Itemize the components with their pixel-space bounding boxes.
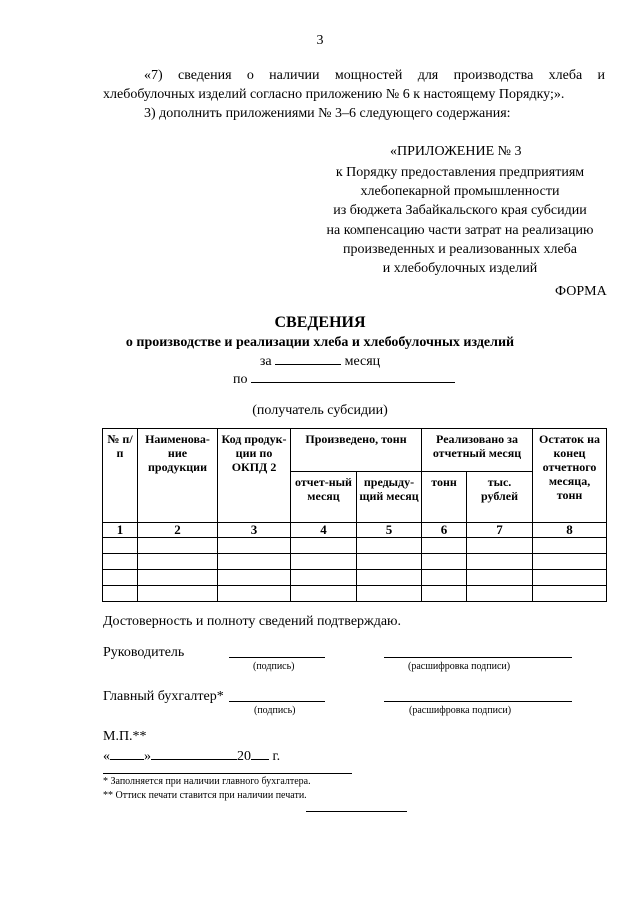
- header-product-name: Наименова-ние продукции: [138, 429, 218, 523]
- footnote-divider: [103, 773, 352, 774]
- paragraph-7: «7) сведения о наличии мощностей для производства хлеба и хлебобулочных изделий согласно приложению № 6 к настоящему Порядку;».: [103, 68, 605, 102]
- table-cell[interactable]: [533, 538, 607, 554]
- header-remainder: Остаток на конец отчетного месяца, тонн: [533, 429, 607, 523]
- recipient-blank[interactable]: [251, 370, 455, 383]
- table-cell[interactable]: [103, 538, 138, 554]
- period-prefix: за: [259, 354, 272, 369]
- table-row: [103, 554, 607, 570]
- header-num: № п/п: [103, 429, 138, 523]
- appendix-subtitle-line: произведенных и реализованных хлеба: [342, 241, 577, 257]
- table-cell[interactable]: [533, 586, 607, 602]
- header-okpd-code: Код продук-ции по ОКПД 2: [218, 429, 291, 523]
- table-cell[interactable]: [291, 538, 357, 554]
- period-line: [0, 352, 640, 371]
- header-sold-rub: тыс. рублей: [467, 472, 533, 523]
- table-cell[interactable]: [103, 554, 138, 570]
- head-decoding-line[interactable]: [384, 657, 572, 658]
- table-row: [103, 586, 607, 602]
- table-cell[interactable]: [357, 586, 422, 602]
- accountant-decoding-caption: (расшифровка подписи): [409, 705, 512, 716]
- table-cell[interactable]: [467, 538, 533, 554]
- footnote: ** Оттиск печати ставится при наличии печати.: [103, 790, 307, 801]
- table-cell[interactable]: [218, 586, 291, 602]
- column-number: 8: [533, 523, 607, 538]
- table-cell[interactable]: [218, 570, 291, 586]
- document-title: СВЕДЕНИЯ: [274, 314, 366, 331]
- table-cell[interactable]: [357, 538, 422, 554]
- table-cell[interactable]: [138, 554, 218, 570]
- table-cell[interactable]: [218, 554, 291, 570]
- header-produced-previous: предыду-щий месяц: [357, 472, 422, 523]
- head-label: Руководитель: [103, 645, 185, 660]
- paragraph-3: 3) дополнить приложениями № 3–6 следующего содержания:: [144, 106, 511, 121]
- appendix-subtitle-line: из бюджета Забайкальского края субсидии: [333, 203, 587, 219]
- table-row: [103, 538, 607, 554]
- header-produced-current: отчет-ный месяц: [291, 472, 357, 523]
- table-cell[interactable]: [533, 554, 607, 570]
- table-row: [103, 570, 607, 586]
- date-line: [103, 747, 280, 766]
- document-subtitle: о производстве и реализации хлеба и хлебобулочных изделий: [125, 335, 515, 350]
- table-cell[interactable]: [467, 554, 533, 570]
- appendix-subtitle-line: и хлебобулочных изделий: [382, 261, 538, 277]
- table-cell[interactable]: [422, 570, 467, 586]
- table-cell[interactable]: [138, 538, 218, 554]
- date-close-quote: »: [144, 749, 151, 764]
- column-number: 2: [138, 523, 218, 538]
- accountant-signature-line[interactable]: [229, 701, 325, 702]
- table-cell[interactable]: [467, 570, 533, 586]
- column-number-row: [103, 523, 607, 538]
- date-year-blank[interactable]: [251, 747, 269, 760]
- header-sold-tons: тонн: [422, 472, 467, 523]
- column-number: 5: [357, 523, 422, 538]
- table-cell[interactable]: [103, 570, 138, 586]
- period-suffix: месяц: [344, 354, 381, 369]
- head-signature-line[interactable]: [229, 657, 325, 658]
- head-decoding-caption: (расшифровка подписи): [408, 661, 511, 672]
- table-cell[interactable]: [291, 586, 357, 602]
- column-number: 1: [103, 523, 138, 538]
- date-open-quote: «: [103, 749, 110, 764]
- table-cell[interactable]: [291, 554, 357, 570]
- appendix-subtitle-line: на компенсацию части затрат на реализацию: [326, 222, 594, 238]
- table-cell[interactable]: [291, 570, 357, 586]
- accountant-decoding-line[interactable]: [384, 701, 572, 702]
- column-number: 6: [422, 523, 467, 538]
- recipient-caption: (получатель субсидии): [252, 403, 388, 418]
- recipient-line: [233, 370, 455, 389]
- head-signature-caption: (подпись): [253, 661, 295, 672]
- date-month-blank[interactable]: [151, 747, 237, 760]
- appendix-subtitle-line: хлебопекарной промышленности: [360, 184, 560, 200]
- table-cell[interactable]: [422, 554, 467, 570]
- table-cell[interactable]: [422, 586, 467, 602]
- column-number: 4: [291, 523, 357, 538]
- header-sold: Реализовано за отчетный месяц: [422, 429, 533, 472]
- table-cell[interactable]: [138, 570, 218, 586]
- page-number: 3: [316, 33, 324, 48]
- accountant-signature-caption: (подпись): [254, 705, 296, 716]
- footnote: * Заполняется при наличии главного бухгалтера.: [103, 776, 311, 787]
- table-cell[interactable]: [103, 586, 138, 602]
- date-day-blank[interactable]: [110, 747, 144, 760]
- form-label: ФОРМА: [555, 284, 607, 299]
- appendix-subtitle-line: к Порядку предоставления предприятиям: [335, 165, 585, 180]
- column-number: 3: [218, 523, 291, 538]
- table-cell[interactable]: [138, 586, 218, 602]
- header-produced: Произведено, тонн: [291, 429, 422, 472]
- date-year-prefix: 20: [237, 749, 251, 764]
- date-year-suffix: г.: [272, 749, 281, 764]
- recipient-prefix: по: [233, 372, 248, 387]
- table-cell[interactable]: [533, 570, 607, 586]
- data-table: [102, 428, 607, 602]
- table-cell[interactable]: [218, 538, 291, 554]
- column-number: 7: [467, 523, 533, 538]
- accountant-label: Главный бухгалтер*: [103, 689, 224, 704]
- stamp-label: М.П.**: [103, 729, 147, 744]
- table-cell[interactable]: [467, 586, 533, 602]
- bottom-divider: [306, 811, 407, 812]
- table-cell[interactable]: [357, 570, 422, 586]
- table-cell[interactable]: [357, 554, 422, 570]
- period-blank[interactable]: [275, 352, 341, 365]
- table-cell[interactable]: [422, 538, 467, 554]
- appendix-header: «ПРИЛОЖЕНИЕ № 3: [390, 144, 522, 159]
- certify-text: Достоверность и полноту сведений подтверждаю.: [103, 614, 401, 629]
- appendix-subtitle: [315, 163, 605, 278]
